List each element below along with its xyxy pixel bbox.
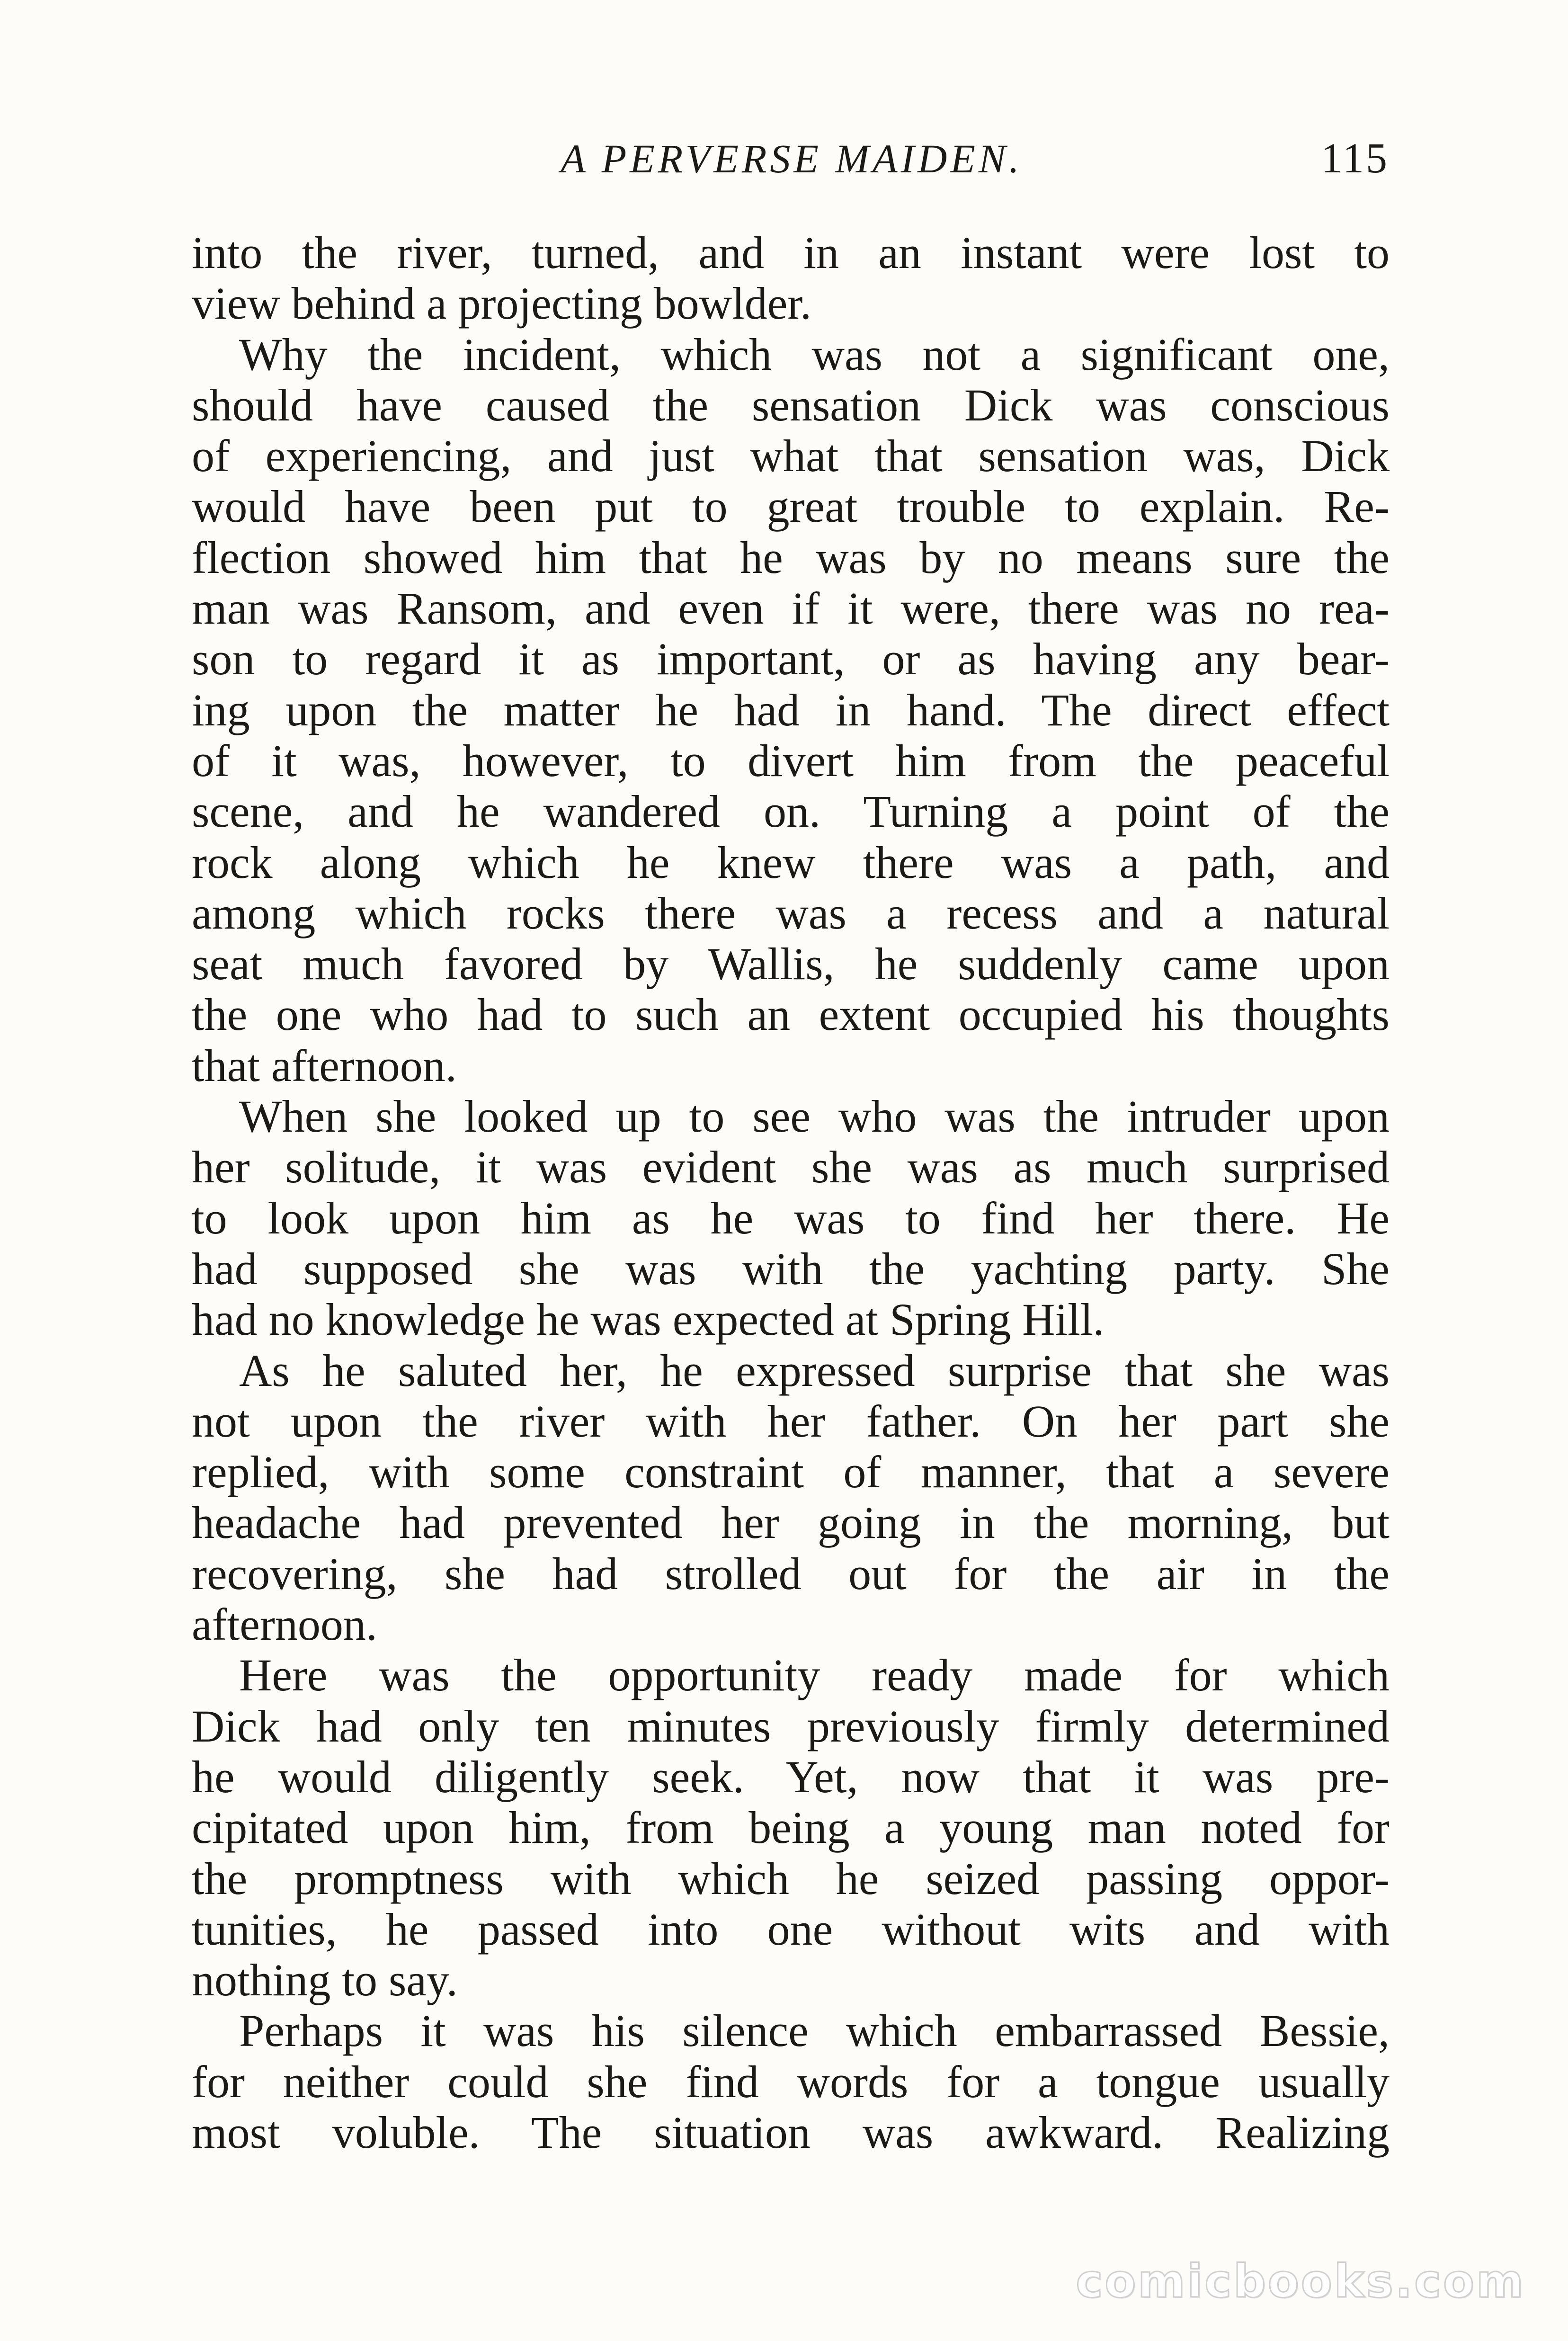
text-line: of experiencing, and just what that sensation was, Dick xyxy=(192,430,1390,482)
text-line: among which rocks there was a recess and a natural xyxy=(192,887,1390,938)
text-line: As he saluted her, he expressed surprise that she was xyxy=(239,1345,1390,1396)
running-head xyxy=(194,128,1389,189)
text-line: had supposed she was with the yachting party. She xyxy=(192,1243,1390,1294)
text-line: that afternoon. xyxy=(192,1040,457,1091)
text-line: tunities, he passed into one without wits and with xyxy=(192,1903,1390,1955)
text-line: view behind a projecting bowlder. xyxy=(192,278,811,329)
text-line: recovering, she had strolled out for the air in the xyxy=(192,1548,1390,1599)
text-line: son to regard it as important, or as having any bear- xyxy=(192,634,1390,685)
text-line: Perhaps it was his silence which embarrassed Bessie, xyxy=(239,2005,1390,2056)
text-line: most voluble. The situation was awkward. Realizing xyxy=(192,2107,1390,2158)
text-line: afternoon. xyxy=(192,1599,377,1650)
text-line: not upon the river with her father. On her part she xyxy=(192,1395,1390,1447)
text-line: flection showed him that he was by no means sure the xyxy=(192,532,1390,583)
body-text xyxy=(192,227,1390,2158)
text-line: for neither could she find words for a tongue usually xyxy=(192,2056,1390,2107)
text-line: seat much favored by Wallis, he suddenly came upon xyxy=(192,938,1390,990)
text-line: had no knowledge he was expected at Spring Hill. xyxy=(192,1294,1105,1345)
watermark: comicbooks.com xyxy=(1076,2255,1525,2308)
text-line: headache had prevented her going in the morning, but xyxy=(192,1497,1390,1548)
text-line: cipitated upon him, from being a young man noted for xyxy=(192,1802,1390,1853)
text-line: into the river, turned, and in an instant were lost to xyxy=(192,227,1390,278)
text-line: Why the incident, which was not a significant one, xyxy=(239,329,1390,380)
text-line: replied, with some constraint of manner, that a severe xyxy=(192,1447,1390,1498)
text-line: the one who had to such an extent occupied his thoughts xyxy=(192,989,1390,1040)
text-line: man was Ransom, and even if it were, there was no rea- xyxy=(192,583,1390,634)
text-line: nothing to say. xyxy=(192,1955,458,2006)
text-line: should have caused the sensation Dick was conscious xyxy=(192,379,1390,430)
text-line: ing upon the matter he had in hand. The direct effect xyxy=(192,684,1390,735)
text-line: scene, and he wandered on. Turning a point of the xyxy=(192,786,1390,837)
text-line: rock along which he knew there was a path, and xyxy=(192,837,1390,888)
text-line: he would diligently seek. Yet, now that it was pre- xyxy=(192,1751,1390,1802)
text-line: would have been put to great trouble to explain. Re- xyxy=(192,481,1390,532)
text-line: Dick had only ten minutes previously firmly determined xyxy=(192,1700,1390,1751)
text-line: Here was the opportunity ready made for which xyxy=(239,1650,1390,1701)
text-line: When she looked up to see who was the intruder upon xyxy=(239,1091,1390,1142)
text-line: the promptness with which he seized passing oppor- xyxy=(192,1853,1390,1904)
text-line: her solitude, it was evident she was as much surprised xyxy=(192,1142,1390,1193)
text-line: to look upon him as he was to find her there. He xyxy=(192,1192,1390,1243)
page-number: 115 xyxy=(1321,135,1389,182)
running-title: A PERVERSE MAIDEN. xyxy=(561,136,1023,181)
text-line: of it was, however, to divert him from the peaceful xyxy=(192,735,1390,786)
